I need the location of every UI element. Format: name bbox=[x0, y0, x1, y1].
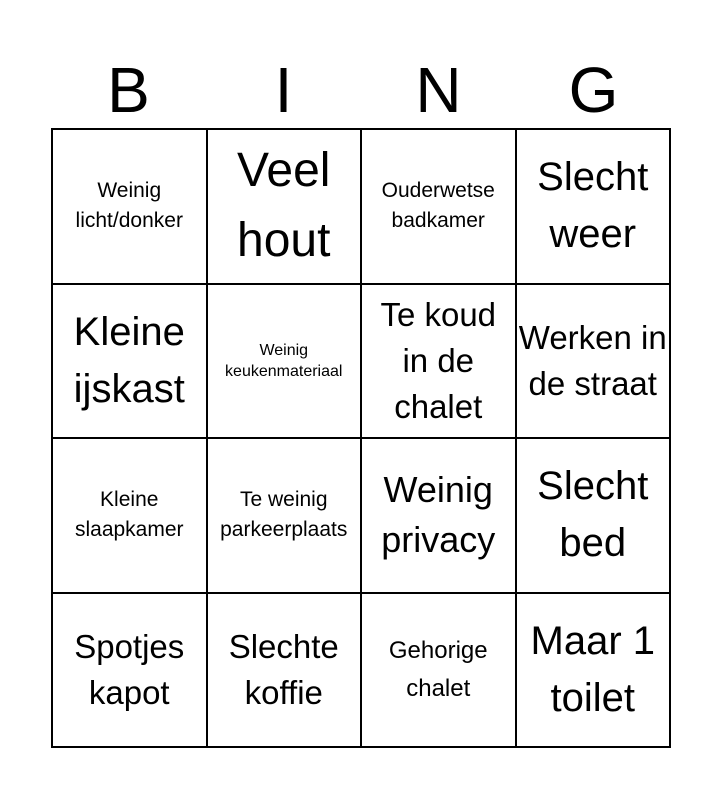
bingo-cell-r1c3[interactable] bbox=[362, 130, 517, 285]
cell-label: Kleine ijskast bbox=[73, 309, 185, 411]
cell-label: Slecht bed bbox=[537, 464, 649, 566]
bingo-cell-r3c4[interactable] bbox=[517, 439, 672, 594]
bingo-board bbox=[51, 128, 671, 748]
bingo-cell-r4c2[interactable] bbox=[208, 594, 363, 749]
bingo-cell-r4c4[interactable] bbox=[517, 594, 672, 749]
bingo-cell-r2c4[interactable] bbox=[517, 285, 672, 440]
bingo-cell-r4c1[interactable] bbox=[53, 594, 208, 749]
cell-label: Werken in de straat bbox=[518, 318, 667, 402]
cell-label: Ouderwetse badkamer bbox=[381, 179, 495, 233]
bingo-cell-r4c3[interactable] bbox=[362, 594, 517, 749]
cell-label: Weinig privacy bbox=[381, 469, 496, 561]
bingo-cell-r2c2[interactable] bbox=[208, 285, 363, 440]
bingo-cell-r1c1[interactable] bbox=[53, 130, 208, 285]
cell-label: Spotjes kapot bbox=[74, 627, 185, 711]
bingo-cell-r1c4[interactable] bbox=[517, 130, 672, 285]
bingo-header bbox=[51, 52, 671, 128]
cell-label: Maar 1 toilet bbox=[530, 618, 655, 720]
cell-label: Te koud in de chalet bbox=[380, 295, 497, 425]
bingo-cell-r3c3[interactable] bbox=[362, 439, 517, 594]
bingo-cell-r3c1[interactable] bbox=[53, 439, 208, 594]
header-letter-b: B bbox=[107, 54, 150, 126]
cell-label: Slecht weer bbox=[537, 155, 649, 257]
bingo-cell-r2c1[interactable] bbox=[53, 285, 208, 440]
header-letter-n: N bbox=[415, 54, 462, 126]
cell-label: Kleine slaapkamer bbox=[74, 488, 184, 542]
bingo-cell-r2c3[interactable] bbox=[362, 285, 517, 440]
header-letter-g: G bbox=[568, 54, 619, 126]
header-letter-i: I bbox=[274, 54, 293, 126]
cell-label: Weinig licht/donker bbox=[75, 179, 183, 233]
cell-label: Gehorige chalet bbox=[388, 636, 488, 702]
cell-label: Veel hout bbox=[237, 144, 331, 268]
bingo-cell-r1c2[interactable] bbox=[208, 130, 363, 285]
cell-label: Weinig keukenmateriaal bbox=[225, 341, 343, 380]
cell-label: Slechte koffie bbox=[228, 627, 339, 711]
bingo-cell-r3c2[interactable] bbox=[208, 439, 363, 594]
cell-label: Te weinig parkeerplaats bbox=[220, 488, 348, 542]
